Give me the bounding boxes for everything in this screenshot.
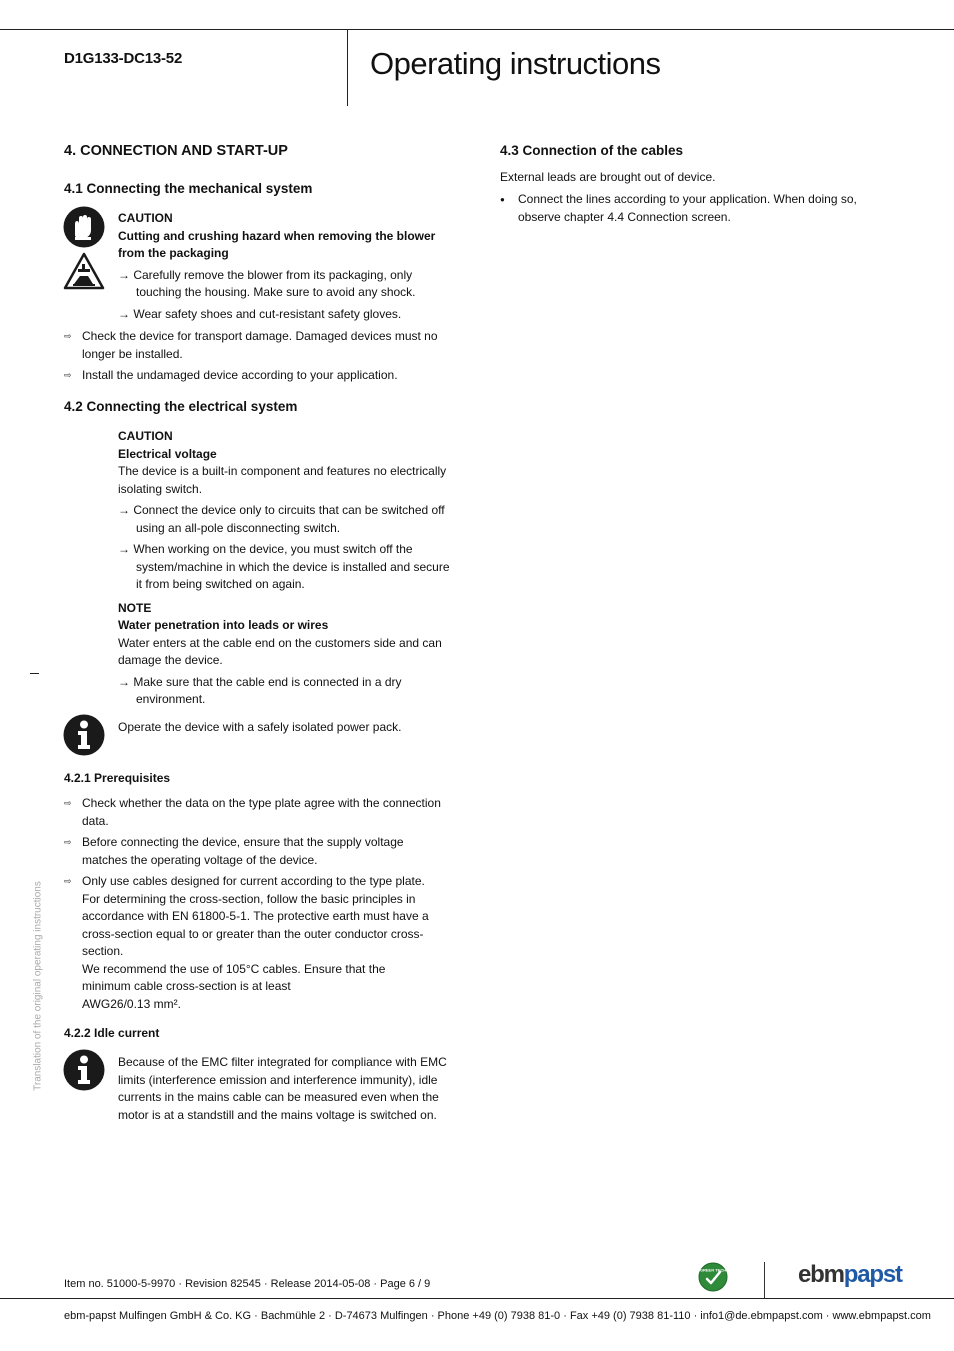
list-item-text: We recommend the use of 105°C cables. Ensure that the minimum cable cross-section is at least [82,961,386,993]
note-label: NOTE [118,600,152,615]
list-item: ⇨ Check the device for transport damage. Damaged devices must no longer be installed. [64,328,448,363]
header-top-rule [0,29,954,30]
double-arrow-bullet-icon: ⇨ [64,798,72,808]
instruction-step: → Wear safety shoes and cut-resistant safety gloves. [118,306,402,321]
info-text: Because of the EMC filter integrated for compliance with EMC limits (interference emission and interference immunity), idle currents in the mains cable can be measured even when the motor is at a standstill and the mains voltage is switched on. [118,1055,447,1122]
list-item: ⇨ Check whether the data on the type plate agree with the connection data. [64,795,450,830]
caution-block-electrical [118,428,450,709]
heading-4-1: 4.1 Connecting the mechanical system [64,181,313,196]
greentech-badge-icon [698,1262,728,1292]
section-title: 4. CONNECTION AND START-UP [64,143,288,159]
double-arrow-bullet-icon: ⇨ [64,837,72,847]
caution-label: CAUTION [118,429,173,443]
instruction-step: → Carefully remove the blower from its packaging, only touching the housing. Make sure to avoid any shock. [118,267,416,299]
footer-company-line: ebm-papst Mulfingen GmbH & Co. KG · Bachmühle 2 · D-74673 Mulfingen · Phone +49 (0) 7938 81-0 · Fax +49 (0) 7938 81-110 · info1@de.ebmpapst.com · www.ebmpapst.com [64,1310,931,1322]
heading-4-2-1: 4.2.1 Prerequisites [64,771,171,785]
caution-title: Cutting and crushing hazard when removing the blower from the packaging [118,228,436,260]
list-4-3 [500,191,880,226]
instruction-step: → Make sure that the cable end is connected in a dry environment. [118,674,402,706]
protective-gloves-icon [63,206,105,248]
side-label: Translation of the original operating instructions [32,881,44,1091]
document-title: Operating instructions [370,46,661,81]
list-item: ⇨ Install the undamaged device according to your application. [64,367,448,385]
double-arrow-bullet-icon: ⇨ [64,331,72,341]
note-text: Water enters at the cable end on the customers side and can damage the device. [118,635,442,667]
list-4-1 [64,328,448,385]
list-item [64,873,450,1013]
double-arrow-bullet-icon: ⇨ [64,876,72,886]
info-icon [63,714,105,756]
list-item-text: Only use cables designed for current according to the type plate. [82,874,425,888]
footer-item-line: Item no. 51000-5-9970 · Revision 82545 · Release 2014-05-08 · Page 6 / 9 [64,1278,431,1290]
caution-text: The device is a built-in component and features no electrically isolating switch. [118,464,447,496]
ebmpapst-logo: ebmpapst [798,1261,902,1288]
badge-text: GREEN TECH [699,1267,727,1273]
caution-label: CAUTION [118,211,173,225]
caution-title: Electrical voltage [118,446,217,461]
note-title: Water penetration into leads or wires [118,618,329,632]
double-arrow-bullet-icon: ⇨ [64,370,72,380]
bullet-dot-icon: ● [500,195,505,204]
model-number: D1G133-DC13-52 [64,50,183,67]
crush-hazard-warning-icon [63,252,105,290]
heading-4-2: 4.2 Connecting the electrical system [64,399,298,414]
info-icon [63,1049,105,1091]
caution-block-mechanical [118,210,448,323]
intro-text: External leads are brought out of device. [500,170,716,184]
list-item-text: AWG26/0.13 mm². [82,996,181,1011]
heading-4-3: 4.3 Connection of the cables [500,143,684,158]
list-4-2-1 [64,795,450,1013]
margin-tick [30,673,39,674]
heading-4-2-2: 4.2.2 Idle current [64,1026,160,1040]
logo-separator [764,1262,765,1298]
header-divider [347,29,348,106]
footer-rule [0,1298,954,1299]
list-item-text: For determining the cross-section, follow the basic principles in accordance with EN 61800-5-1. The protective earth must have a cross-section equal to or greater than the outer conductor cross-section. [82,891,429,958]
instruction-step: → Connect the device only to circuits that can be switched off using an all-pole disconnecting switch. [118,503,445,535]
instruction-step: → When working on the device, you must switch off the system/machine in which the device is installed and secure it from being switched on again. [118,542,450,591]
info-text: Operate the device with a safely isolated power pack. [118,720,402,734]
list-item: ● Connect the lines according to your application. When doing so, observe chapter 4.4 Connection screen. [500,191,880,226]
list-item: ⇨ Before connecting the device, ensure that the supply voltage matches the operating voltage of the device. [64,834,450,869]
